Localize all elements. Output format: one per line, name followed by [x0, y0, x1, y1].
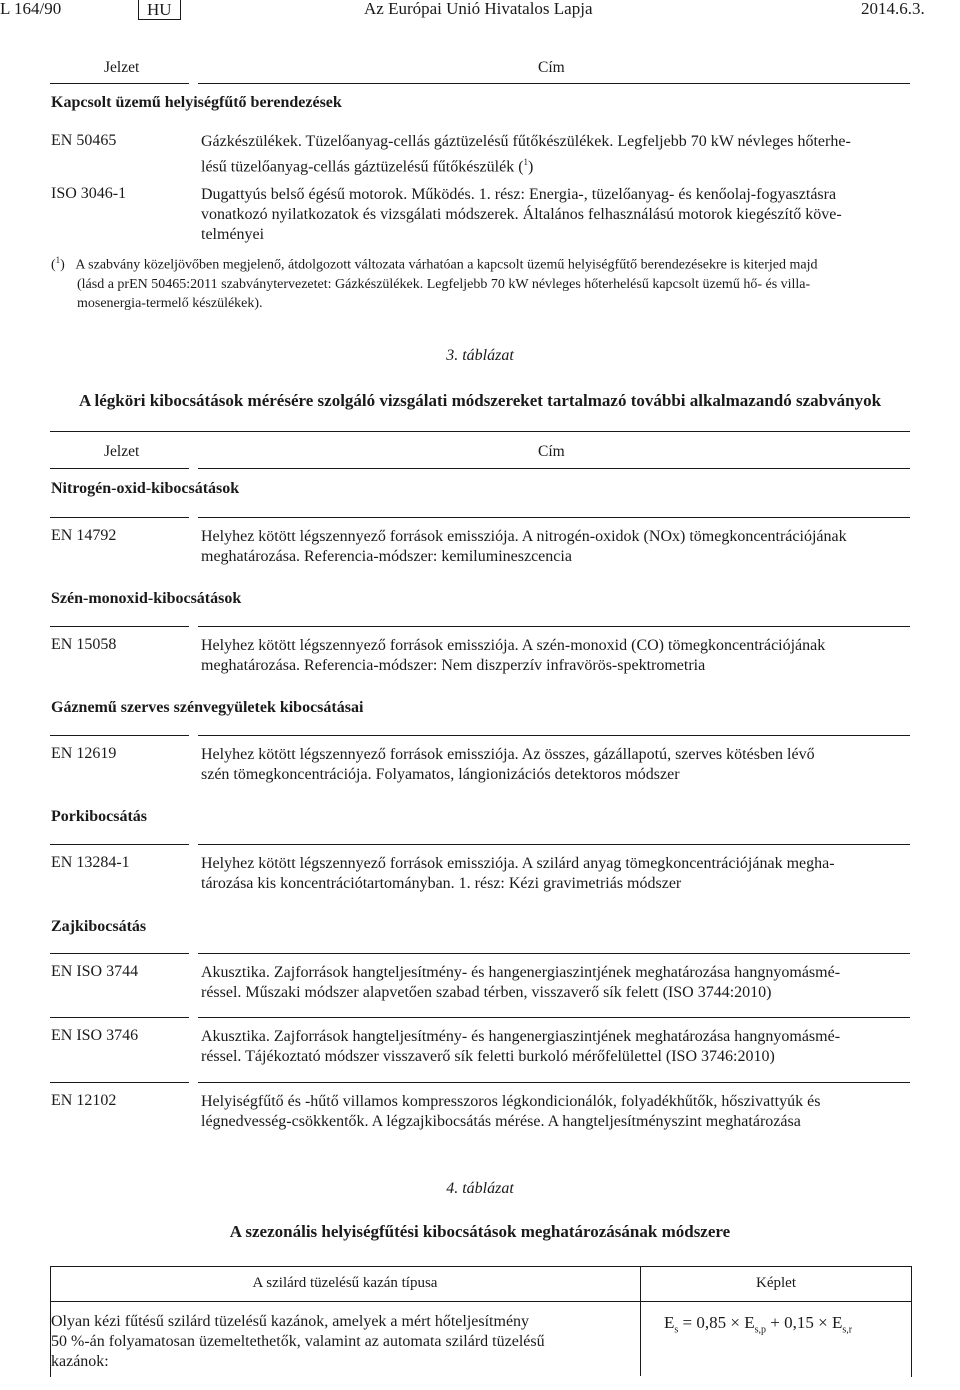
- publication-date: 2014.6.3.: [861, 0, 925, 18]
- section-heading: Szén-monoxid-kibocsátások: [51, 590, 242, 607]
- row-rule: [50, 1017, 189, 1018]
- row-rule: [198, 844, 910, 845]
- journal-title: Az Európai Unió Hivatalos Lapja: [364, 0, 593, 18]
- standard-title: Helyhez kötött légszennyező források emissziója. A nitrogén-oxidok (NOx) tömegkoncentrációjának meghatározása. Referencia-módszer: kemilumineszcencia: [201, 528, 847, 565]
- column-header-code: Jelzet: [104, 59, 140, 76]
- row-rule: [198, 626, 910, 627]
- standard-code: EN 15058: [51, 636, 117, 653]
- standard-title: Helyiségfűtő és -hűtő villamos kompresszoros légkondicionálók, folyadékhűtők, hőszivattyúk és légnedvesség-csökkentők. A légzajkibocsátás mérése. A hangteljesítményszint meghatározása: [201, 1093, 821, 1130]
- standard-code: EN ISO 3744: [51, 963, 139, 980]
- table-title: A szezonális helyiségfűtési kibocsátások meghatározásának módszere: [229, 1222, 731, 1241]
- standard-code: EN 14792: [51, 527, 117, 544]
- standard-title: Akusztika. Zajforrások hangteljesítmény- és hangenergiaszintjének meghatározása hangnyomásmé- réssel. Műszaki módszer alapvetően szabad térben, visszaverő sík felett (ISO 3744:2010): [201, 964, 841, 1001]
- footnote: ($^1$) A szabvány közeljövőben megjelenő, átdolgozott változata várhatóan a kapcsolt üzemű helyiségfűtő berendezésekre is kiterjed majd (lásd a prEN 50465:2011 szabványtervezetet: Gázkészülékek. Legfeljebb 70 kW névleges hőterhelésű kapcsolt üzemű hő- és villa- mosenergia-termelő készülékek).: [51, 255, 818, 311]
- section-heading: Nitrogén-oxid-kibocsátások: [51, 480, 240, 497]
- row-rule: [50, 844, 189, 845]
- standard-title: Helyhez kötött légszennyező források emissziója. A szén-monoxid (CO) tömegkoncentrációjának meghatározása. Referencia-módszer: Nem diszperzív infravörös-spektrometria: [201, 637, 826, 674]
- standard-code: EN 50465: [51, 132, 117, 149]
- header-rule: [50, 83, 189, 84]
- header-rule: [50, 1301, 911, 1302]
- standard-code: ISO 3046-1: [51, 185, 127, 202]
- standard-title: Helyhez kötött légszennyező források emissziója. Az összes, gázállapotú, szerves kötésben lévő szén tömegkoncentrációja. Folyamatos, lángionizációs detektoros módszer: [201, 746, 815, 783]
- standard-code: EN 13284-1: [51, 854, 130, 871]
- standard-title: Dugattyús belső égésű motorok. Működés. 1. rész: Energia-, tüzelőanyag- és kenőolaj-fogyasztásra vonatkozó nyilatkozatok és vizsgálati módszerek. Általános felhasználású motorok kiegészítő köve- telményei: [201, 186, 842, 243]
- emission-formula: $E_s = 0,85 \times E_{s,p} + 0,15 \times E_{s,r}$: [664, 1313, 853, 1336]
- column-header-boiler-type: A szilárd tüzelésű kazán típusa: [252, 1275, 438, 1291]
- section-heading: Kapcsolt üzemű helyiségfűtő berendezések: [51, 94, 342, 111]
- row-rule: [198, 735, 910, 736]
- row-rule: [50, 953, 189, 954]
- column-header-title: Cím: [538, 59, 565, 76]
- boiler-type-description: Olyan kézi fűtésű szilárd tüzelésű kazánok, amelyek a mért hőteljesítmény 50 %-án folyamatosan üzemeltethetők, valamint az automata szilárd tüzelésű kazánok:: [51, 1313, 545, 1370]
- row-rule: [198, 953, 910, 954]
- table-top-rule: [50, 431, 910, 432]
- standard-title: Akusztika. Zajforrások hangteljesítmény- és hangenergiaszintjének meghatározása hangnyomásmé- réssel. Tájékoztató módszer visszaverő sík feletti burkoló mérőfelülettel (ISO 3746:2010): [201, 1028, 841, 1065]
- header-rule: [50, 468, 189, 469]
- row-rule: [50, 517, 189, 518]
- row-rule: [198, 1082, 910, 1083]
- table-caption: 3. táblázat: [446, 347, 514, 364]
- section-heading: Zajkibocsátás: [51, 918, 147, 935]
- row-rule: [50, 626, 189, 627]
- row-rule: [50, 1082, 189, 1083]
- header-rule: [198, 468, 910, 469]
- section-heading: Porkibocsátás: [51, 808, 147, 825]
- standard-code: EN 12619: [51, 745, 117, 762]
- standard-title: Gázkészülékek. Tüzelőanyag-cellás gáztüzelésű fűtőkészülékek. Legfeljebb 70 kW névleges hőterhe- lésű tüzelőanyag-cellás gáztüzelésű fűtőkészülék ($^1$): [201, 133, 851, 176]
- page-reference: L 164/90: [0, 0, 62, 18]
- row-rule: [198, 1017, 910, 1018]
- header-rule: [198, 83, 910, 84]
- standard-code: EN ISO 3746: [51, 1027, 139, 1044]
- row-rule: [198, 517, 910, 518]
- column-header-title: Cím: [538, 443, 565, 460]
- section-heading: Gáznemű szerves szénvegyületek kibocsátásai: [51, 699, 364, 716]
- language-badge: HU: [138, 0, 181, 20]
- column-header-formula: Képlet: [756, 1275, 796, 1291]
- table-caption: 4. táblázat: [446, 1180, 514, 1197]
- standard-title: Helyhez kötött légszennyező források emissziója. A szilárd anyag tömegkoncentrációjának megha- tározása kis koncentrációtartományban. 1. rész: Kézi gravimetriás módszer: [201, 855, 835, 892]
- table-title: A légköri kibocsátások mérésére szolgáló vizsgálati módszereket tartalmazó további alkalmazandó szabványok: [78, 391, 882, 410]
- row-rule: [50, 735, 189, 736]
- column-header-code: Jelzet: [104, 443, 140, 460]
- standard-code: EN 12102: [51, 1092, 117, 1109]
